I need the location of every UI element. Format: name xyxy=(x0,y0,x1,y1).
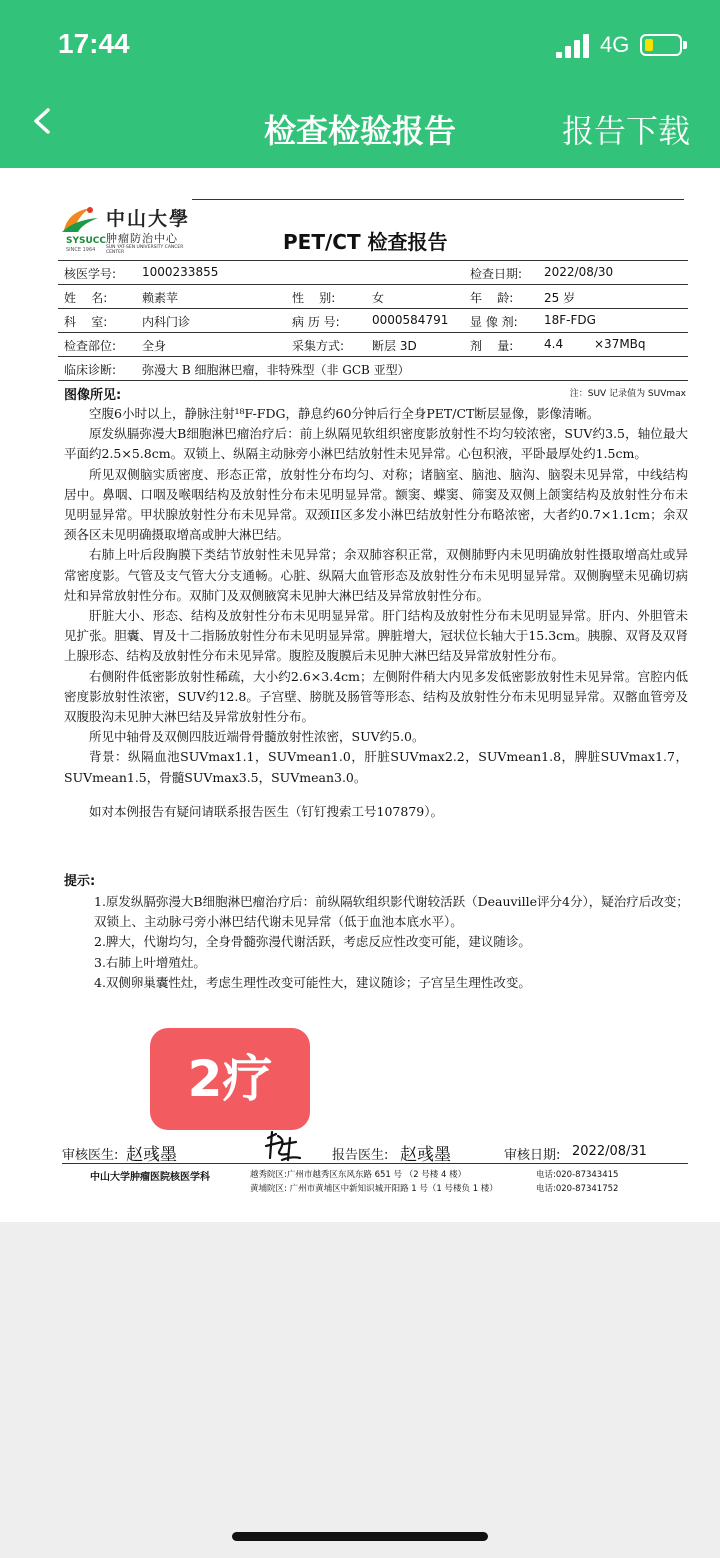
info-row: 临床诊断: 弥漫大 B 细胞淋巴瘤，非特殊型（非 GCB 亚型） xyxy=(58,357,688,381)
footer-address-1: 越秀院区:广州市越秀区东风东路 651 号 （2 号楼 4 楼） xyxy=(250,1170,467,1180)
status-time: 17:44 xyxy=(58,28,130,59)
footer-phone-1: 电话:020-87343415 xyxy=(536,1170,619,1180)
department: 内科门诊 xyxy=(142,315,191,329)
findings-paragraph: 所见双侧脑实质密度、形态正常，放射性分布均匀、对称；诸脑室、脑池、脑沟、脑裂未见异常，中线结构居中。鼻咽、口咽及喉咽结构及放射性分布未见明显异常。额窦、蝶窦、筛窦及双侧上颌窦结构及放射性分布未见明显异常。甲状腺放射性分布未见异常。双颈II区多发小淋巴结放射性分布略浓密，大者约0.7×1.1cm；余双颈各区未见明确摄取增高或肿大淋巴结。 xyxy=(64,466,688,543)
tip-item: 3.右肺上叶增殖灶。 xyxy=(94,954,206,970)
clinical-diagnosis: 弥漫大 B 细胞淋巴瘤，非特殊型（非 GCB 亚型） xyxy=(142,363,410,377)
download-report-button[interactable]: 报告下载 xyxy=(561,112,690,150)
findings-paragraph: 所见中轴骨及双侧四肢近端骨骨髓放射性浓密，SUV约5.0。 xyxy=(89,729,425,745)
tip-item: 1.原发纵膈弥漫大B细胞淋巴瘤治疗后：前纵隔软组织影代谢较活跃（Deauville评分4分），疑治疗后改变；双锁上、主动脉弓旁小淋巴结代谢未见异常（低于血池本底水平）。 xyxy=(94,894,689,930)
patient-sex: 女 xyxy=(372,291,385,305)
report-document xyxy=(0,168,720,1222)
sysucc-logo-icon xyxy=(60,204,100,234)
home-indicator[interactable] xyxy=(232,1532,488,1541)
findings-paragraph: 右侧附件低密影放射性稀疏，大小约2.6×3.4cm；左侧附件稍大内见多发低密影放射性未见异常。宫腔内低密度影放射性浓密，SUV约12.8。子宫壁、膀胱及肠管等形态、结构及放射性分布未见明显异常。双髂血管旁及双腹股沟未见肿大淋巴结及异常放射性分布。 xyxy=(64,668,688,725)
info-row: 科 室: 内科门诊 病 历 号: 0000584791 显 像 剂: 18F-FDG xyxy=(58,309,688,333)
patient-age: 25 岁 xyxy=(544,291,576,305)
nuclear-medicine-id: 1000233855 xyxy=(142,265,219,279)
findings-title: 图像所见: xyxy=(64,388,122,403)
footer-department: 中山大学肿瘤医院核医学科 xyxy=(90,1172,210,1183)
exam-date: 2022/08/30 xyxy=(544,265,614,279)
footer-address-2: 黄埔院区: 广州市黄埔区中新知识城开阳路 1 号（1 号楼负 1 楼） xyxy=(250,1184,498,1194)
findings-paragraph: 背景：纵隔血池SUVmax1.1，SUVmean1.0，肝脏SUVmax2.2，SUVmean1.8，脾脏SUVmax1.7，SUVmean1.5，骨髓SUVmax3.5，SUVmean3.0。 xyxy=(64,749,688,785)
patient-name: 赖素苹 xyxy=(142,291,179,305)
exam-site: 全身 xyxy=(142,339,167,353)
dose: 4.4 xyxy=(544,337,564,351)
divider xyxy=(192,199,684,200)
info-row: 核医学号: 1000233855 检查日期: 2022/08/30 xyxy=(58,261,688,285)
tips-title: 提示: xyxy=(64,874,96,889)
imaging-agent: 18F-FDG xyxy=(544,313,596,327)
acquisition-method: 断层 3D xyxy=(372,339,417,353)
findings-paragraph: 原发纵膈弥漫大B细胞淋巴瘤治疗后：前上纵隔见软组织密度影放射性不均匀较浓密，SUV约3.5，轴位最大平面约2.5×5.8cm。双锁上、纵隔主动脉旁小淋巴结放射性未见异常。心包积液，平卧最厚处约1.5cm。 xyxy=(64,426,688,462)
report-title: PET/CT 检查报告 xyxy=(283,230,448,254)
reviewer-name: 赵彧墨 xyxy=(126,1145,177,1165)
findings-text xyxy=(64,404,688,822)
findings-paragraph: 空腹6小时以上，静脉注射¹⁸F-FDG，静息约60分钟后行全身PET/CT断层显像，影像清晰。 xyxy=(89,406,600,421)
review-date: 2022/08/31 xyxy=(572,1144,647,1159)
reporter-name: 赵彧墨 xyxy=(400,1145,451,1165)
tip-item: 2.脾大，代谢均匀，全身骨髓弥漫代谢活跃，考虑反应性改变可能，建议随诊。 xyxy=(94,934,531,950)
handwritten-signature-icon xyxy=(262,1130,302,1164)
suv-note: 注：SUV 记录值为 SUVmax xyxy=(569,389,686,399)
battery-icon xyxy=(640,34,682,56)
tip-item: 4.双侧卵巢囊性灶，考虑生理性改变可能性大，建议随诊；子宫呈生理性改变。 xyxy=(94,974,531,990)
page-title: 检查检验报告 xyxy=(263,112,456,150)
record-number: 0000584791 xyxy=(372,313,449,327)
tips-list xyxy=(94,892,690,993)
hospital-logo: SYSUCC SINCE 1964 中山大學 肿瘤防治中心 SUN YAT-SEN UNIVERSITY CANCER CENTER xyxy=(60,204,200,256)
contact-note: 如对本例报告有疑问请联系报告医生（钉钉搜索工号107879）。 xyxy=(89,803,443,819)
signal-icon xyxy=(556,34,590,58)
signature-row: 审核医生: 赵彧墨 报告医生: 赵彧墨 审核日期: 2022/08/31 xyxy=(62,1138,688,1164)
network-type: 4G xyxy=(600,32,630,57)
dose-unit: ×37MBq xyxy=(594,337,646,351)
app-bar xyxy=(0,0,720,168)
treatment-stamp: 2疗 xyxy=(150,1028,310,1130)
info-row: 姓 名: 赖素苹 性 别: 女 年 龄: 25 岁 xyxy=(58,285,688,309)
findings-paragraph: 肝脏大小、形态、结构及放射性分布未见明显异常。肝门结构及放射性分布未见明显异常。肝内、外胆管未见扩张。胆囊、胃及十二指肠放射性分布未见明显异常。脾脏增大，冠状位长轴大于15.3cm。胰腺、双肾及双肾上腺形态、结构及放射性分布未见异常。腹腔及腹膜后未见肿大淋巴结及异常放射性分布。 xyxy=(64,608,688,664)
info-row: 检查部位: 全身 采集方式: 断层 3D 剂 量: 4.4 ×37MBq xyxy=(58,333,688,357)
footer-phone-2: 电话:020-87341752 xyxy=(536,1184,619,1194)
patient-info-table xyxy=(58,260,688,381)
findings-paragraph: 右肺上叶后段胸膜下类结节放射性未见异常；余双肺容积正常，双侧肺野内未见明确放射性摄取增高灶或异常密度影。气管及支气管大分支通畅。心脏、纵隔大血管形态及放射性分布未见明显异常。双侧胸壁未见确切病灶和异常放射性分布。双肺门及双侧腋窝未见肿大淋巴结及异常放射性分布。 xyxy=(64,547,688,603)
